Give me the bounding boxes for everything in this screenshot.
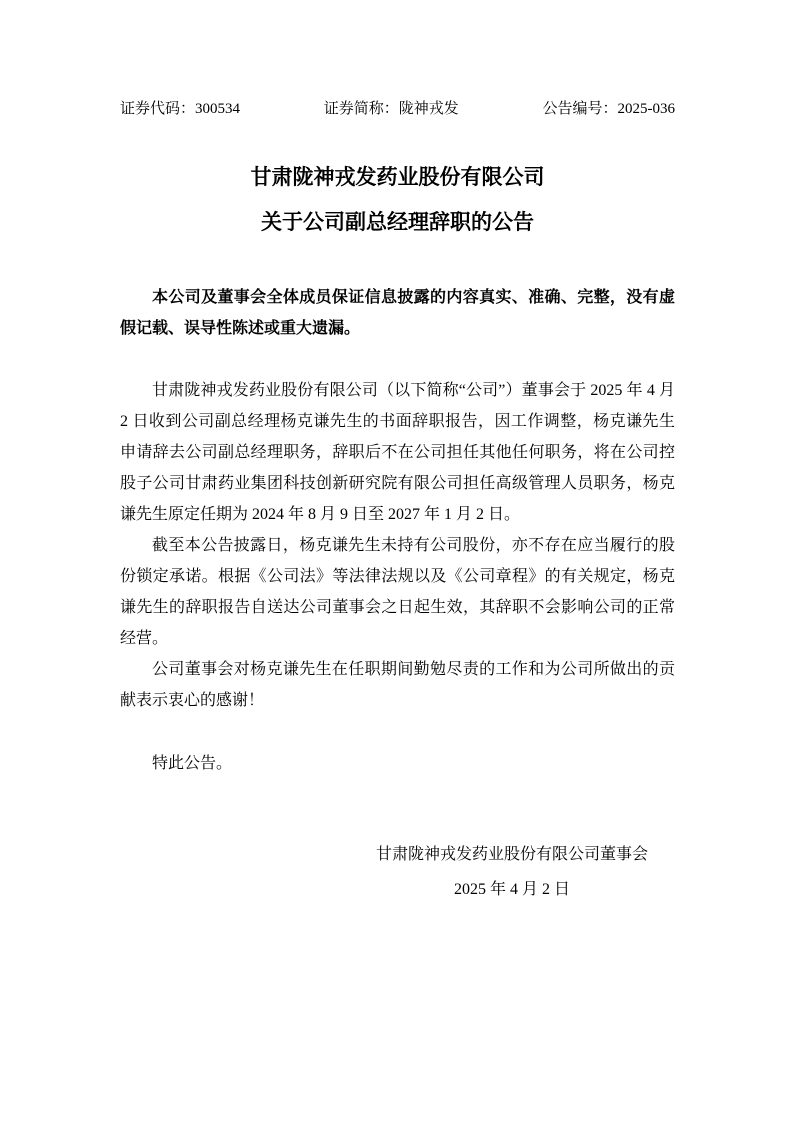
announcement-number: 公告编号：2025-036 [542,101,675,117]
stock-name: 证券简称：陇神戎发 [323,101,459,117]
disclaimer-paragraph: 本公司及董事会全体成员保证信息披露的内容真实、准确、完整，没有虚假记载、误导性陈述或重大遗漏。 [120,289,675,338]
closing-statement: 特此公告。 [152,755,233,773]
body-paragraph-3: 公司董事会对杨克谦先生在任职期间勤勉尽责的工作和为公司所做出的贡献表示衷心的感谢！ [120,661,675,710]
company-name-title: 甘肃陇神戎发药业股份有限公司 [250,165,545,189]
signature-company: 甘肃陇神戎发药业股份有限公司董事会 [375,846,648,864]
body-paragraph-2: 截至本公告披露日，杨克谦先生未持有公司股份，亦不存在应当履行的股份锁定承诺。根据《公司法》等法律法规以及《公司章程》的有关规定，杨克谦先生的辞职报告自送达公司董事会之日起生效，其辞职不会影响公司的正常经营。 [120,537,675,648]
signature-date: 2025 年 4 月 2 日 [453,881,570,899]
stock-code: 证券代码：300534 [120,101,241,117]
signature-block [376,837,648,907]
announcement-title: 关于公司副总经理辞职的公告 [261,210,534,235]
document-header [120,100,675,118]
body-paragraph-1: 甘肃陇神戎发药业股份有限公司（以下简称“公司”）董事会于 2025 年 4 月 2 日收到公司副总经理杨克谦先生的书面辞职报告，因工作调整，杨克谦先生申请辞去公司副总经理职务，辞职后不在公司担任其他任何职务，将在公司控股子公司甘肃药业集团科技创新研究院有限公司担任高级管理人员职务，杨克谦先生原定任期为 2024 年 8 月 9 日至 2027 年 1 月 2 日。 [120,382,675,524]
